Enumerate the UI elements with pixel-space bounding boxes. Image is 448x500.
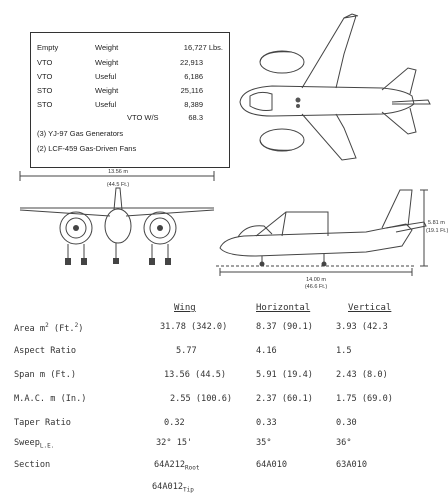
cell-mac-vertical: 1.75 (69.0) [336,394,393,404]
weight-row: VTO Weight 22,913 [37,58,203,67]
cell-area-horizontal: 8.37 (90.1) [256,322,313,332]
cell-section-vertical: 63A010 [336,460,368,470]
span-m-label: 13.56 m [108,169,128,175]
wing-loading-row: VTO W/S 68.3 [127,113,203,122]
row-label-span: Span m (Ft.) [14,370,77,380]
height-ft-label: (19.1 Ft.) [426,228,448,234]
cell-mac-wing: 2.55 (100.6) [170,394,233,404]
cell-taper-vertical: 0.30 [336,418,357,428]
cell-sweep-wing: 32° 15' [156,438,193,448]
cell-sweep-horizontal: 35° [256,438,272,448]
header-horizontal: Horizontal [256,303,311,313]
cell-area-wing: 31.78 (342.0) [160,322,228,332]
cell-span-wing: 13.56 (44.5) [164,370,227,380]
weight-row: STO Weight 25,116 [37,86,203,95]
row-label-section: Section [14,460,51,470]
cell-span-vertical: 2.43 (8.0) [336,370,388,380]
row-label-aspect-ratio: Aspect Ratio [14,346,77,356]
cell-aspect-wing: 5.77 [176,346,197,356]
weight-row: STO Useful 8,389 [37,100,203,109]
row-label-mac: M.A.C. m (In.) [14,394,87,404]
cell-mac-horizontal: 2.37 (60.1) [256,394,313,404]
header-vertical: Vertical [348,303,392,313]
row-label-taper-ratio: Taper Ratio [14,418,71,428]
length-m-label: 14.00 m [306,277,326,283]
span-ft-label: (44.5 Ft.) [106,182,130,188]
cell-taper-horizontal: 0.33 [256,418,277,428]
row-label-sweep: Sweep$_{L.E.}$ [14,438,55,450]
cell-sweep-vertical: 36° [336,438,352,448]
weight-row: Empty Weight 16,727 Lbs. [37,43,223,52]
engines-line: (3) YJ-97 Gas Generators [37,129,124,138]
row-label-area: Area $m^2$ (Ft.$^2$) [14,322,84,334]
cell-area-vertical: 3.93 (42.3 [336,322,388,332]
length-ft-label: (46.6 Ft.) [304,284,328,290]
cell-aspect-vertical: 1.5 [336,346,352,356]
header-wing: Wing [174,303,196,313]
cell-section-wing-tip: $64A012_{Tip}$ [152,482,194,494]
cell-aspect-horizontal: 4.16 [256,346,277,356]
cell-span-horizontal: 5.91 (19.4) [256,370,313,380]
cell-section-wing-root: $64A212_{Root}$ [154,460,200,472]
cell-taper-wing: 0.32 [164,418,185,428]
fans-line: (2) LCF-459 Gas-Driven Fans [37,144,137,153]
weight-row: VTO Useful 6,186 [37,72,203,81]
height-m-label: 5.81 m [428,220,445,226]
cell-section-horizontal: 64A010 [256,460,288,470]
